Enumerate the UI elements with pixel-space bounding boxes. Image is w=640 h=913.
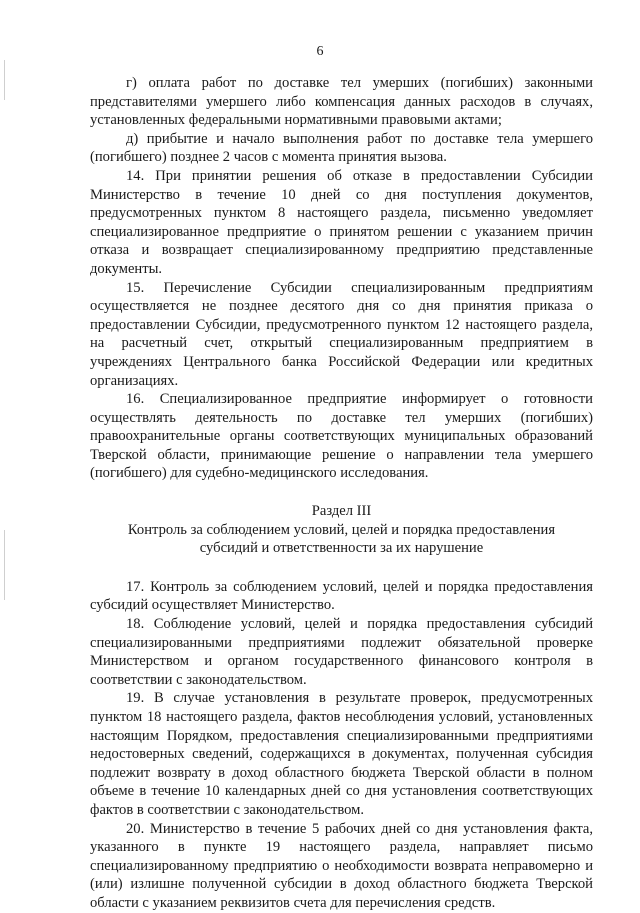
binding-edge-mark (4, 60, 5, 100)
section-header (90, 502, 593, 558)
paragraph-18: 18. Соблюдение условий, целей и порядка предоставления субсидий специализированными предприятиями подлежит обязательной проверке Министерством и органом государственного финансового контроля в соответствии с законодательством. (90, 616, 593, 688)
paragraph-15: 15. Перечисление Субсидии специализированным предприятиям осуществляется не позднее десятого дня со дня принятия приказа о предоставлении Субсидии, предусмотренного пунктом 12 настоящего раздела, на расчетный счет, открытый специализированным предприятием в учреждениях Центрального банка Российской Федерации или кредитных организациях. (90, 279, 593, 389)
paragraph-16: 16. Специализированное предприятие информирует о готовности осуществлять деятельность по доставке тел умерших (погибших) правоохранительные органы соответствующих муниципальных образований Тверской области, принимающие решение о направлении тела умершего (погибшего) для судебно-медицинского исследования. (90, 391, 593, 482)
paragraph-item-g: г) оплата работ по доставке тел умерших (погибших) законными представителями умершего либо компенсация данных расходов в случаях, установленных федеральными нормативными правовыми актами; (90, 75, 593, 129)
paragraph-14: 14. При принятии решения об отказе в предоставлении Субсидии Министерство в течение 10 дней со дня поступления документов, предусмотренных пунктом 8 настоящего раздела, письменно уведомляет специализированное предприятие о принятом решении с указанием причин отказа и возвращает специализированному предприятию представленные документы. (90, 167, 593, 277)
section-title-line-1: Контроль за соблюдением условий, целей и порядка предоставления (127, 521, 556, 538)
section-number: Раздел III (311, 503, 372, 520)
binding-edge-mark (4, 530, 5, 600)
paragraph-20: 20. Министерство в течение 5 рабочих дней со дня установления факта, указанного в пункте 19 настоящего раздела, направляет письмо специализированному предприятию о необходимости возврата неправомерно и (или) излишне полученной субсидии в доход областного бюджета Тверской области с указанием реквизитов счета для перечисления средств. (90, 820, 593, 911)
paragraph-19: 19. В случае установления в результате проверок, предусмотренных пунктом 18 настоящего раздела, фактов несоблюдения условий, установленных настоящим Порядком, предоставления специализированными предприятиями недостоверных сведений, содержащихся в документах, полученная субсидия подлежит возврату в доход областного бюджета Тверской области в полном объеме в течение 10 календарных дней со дня установления соответствующих фактов в соответствии с законодательством. (90, 690, 593, 818)
document-body (90, 74, 593, 913)
page-number: 6 (316, 44, 324, 59)
paragraph-item-d: д) прибытие и начало выполнения работ по доставке тела умершего (погибшего) позднее 2 часов с момента принятия вызова. (90, 130, 593, 166)
paragraph-17: 17. Контроль за соблюдением условий, целей и порядка предоставления субсидий осуществляет Министерство. (90, 578, 593, 614)
section-title-line-2: субсидий и ответственности за их нарушение (199, 540, 484, 557)
